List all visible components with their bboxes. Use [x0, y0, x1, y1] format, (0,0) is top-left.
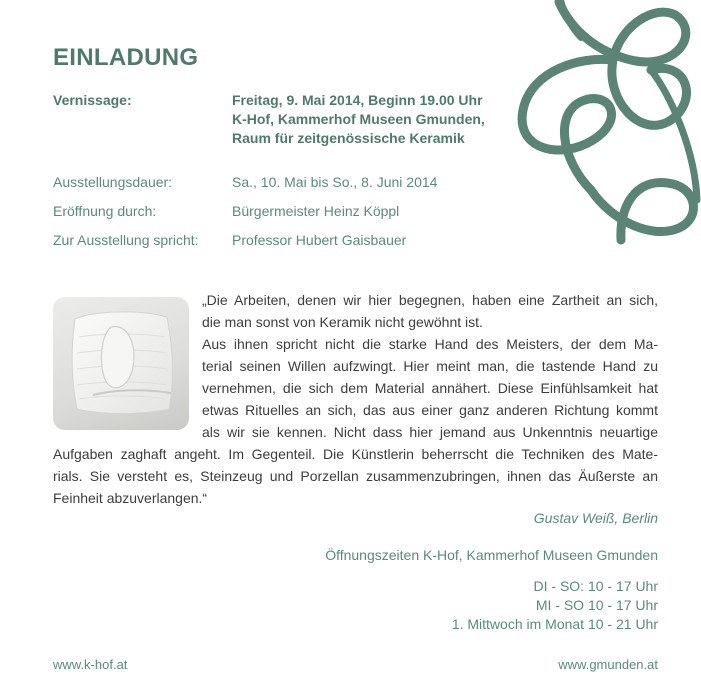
- quote-line: etwas Rituelles an sich, das aus einer ganz anderen Richtung kommt: [202, 402, 658, 418]
- vernissage-line: K-Hof, Kammerhof Museen Gmunden,: [232, 111, 485, 127]
- opening-hours-list: [452, 577, 658, 634]
- page-title: EINLADUNG: [53, 44, 199, 71]
- opening-hours-title: Öffnungszeiten K-Hof, Kammerhof Museen Gmunden: [325, 547, 658, 563]
- website-link-gmunden[interactable]: www.gmunden.at: [558, 657, 658, 672]
- opening-hours-line: 1. Mittwoch im Monat 10 - 21 Uhr: [451, 616, 658, 632]
- quote-line: Feinheit abzuverlangen.“: [53, 490, 208, 506]
- info-value: Bürgermeister Heinz Köppl: [232, 203, 400, 219]
- opening-hours-line: MI - SO 10 - 17 Uhr: [535, 597, 658, 613]
- quote-line: als wir sie kennen. Nicht dass hier jemand aus Unkenntnis neuartige: [202, 424, 658, 440]
- opening-hours-line: DI - SO: 10 - 17 Uhr: [533, 578, 658, 594]
- info-key: Eröffnung durch:: [53, 203, 157, 219]
- quote-line: terial seinen Willen aufzwingt. Hier meint man, die tastende Hand zu: [202, 358, 658, 374]
- quote-line: die man sonst von Keramik nicht gewöhnt ist.: [202, 314, 483, 330]
- vernissage-line: Raum für zeitgenössische Keramik: [232, 130, 465, 146]
- info-key: Ausstellungsdauer:: [53, 174, 173, 190]
- ceramic-artwork-photo: [53, 297, 189, 430]
- quote-line: Aufgaben zaghaft angeht. Im Gegenteil. Die Künstlerin beherrscht die Techniken des Mate-: [53, 446, 658, 462]
- vernissage-label: Vernissage:: [53, 92, 132, 108]
- quote-line: rials. Sie versteht es, Steinzeug und Porzellan zusammenzubringen, ihnen das Äußerste an: [53, 468, 658, 484]
- info-value: Professor Hubert Gaisbauer: [232, 232, 407, 248]
- info-key: Zur Ausstellung spricht:: [53, 232, 199, 248]
- ceramic-relief-icon: [53, 297, 189, 430]
- quote-author: Gustav Weiß, Berlin: [533, 510, 658, 526]
- website-link-khof[interactable]: www.k-hof.at: [53, 657, 128, 672]
- info-value: Sa., 10. Mai bis So., 8. Juni 2014: [232, 174, 438, 190]
- quote-line: „Die Arbeiten, denen wir hier begegnen, haben eine Zartheit an sich,: [202, 292, 658, 308]
- quote-line: vernehmen, die sich dem Material annähert. Diese Einfühlsamkeit hat: [202, 380, 658, 396]
- quote-line: Aus ihnen spricht nicht die starke Hand des Meisters, der dem Ma-: [202, 336, 658, 352]
- vernissage-details: [232, 92, 532, 149]
- vernissage-line: Freitag, 9. Mai 2014, Beginn 19.00 Uhr: [232, 92, 483, 108]
